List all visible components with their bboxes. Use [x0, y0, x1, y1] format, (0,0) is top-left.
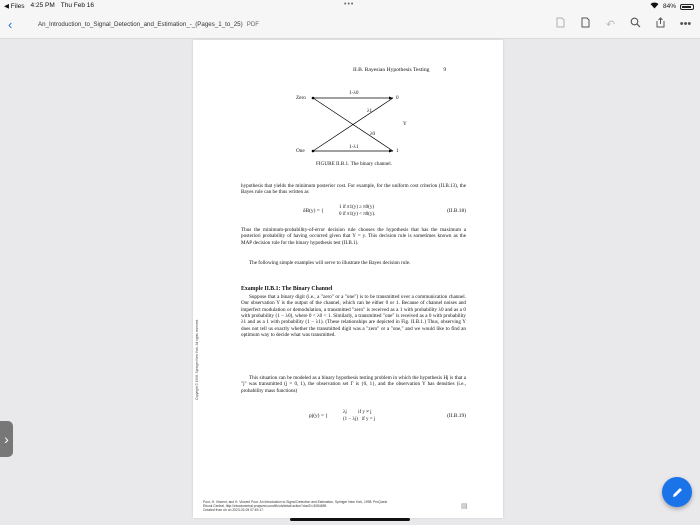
battery-percent: 84%	[662, 3, 676, 10]
binary-channel-figure	[293, 88, 413, 198]
footer-line-3: Created from uh on 2023-02-05 07:49:17.	[203, 508, 264, 512]
back-icon[interactable]: ‹	[8, 17, 13, 32]
figure-label-out1: 1	[396, 148, 399, 154]
page-footer	[203, 500, 387, 512]
eq19-case1: λj if y ≠ j	[343, 410, 372, 415]
eq18-case0: 0 if π1(y) < π0(y).	[339, 212, 376, 217]
markup-pencil-button[interactable]	[662, 477, 692, 507]
paragraph-5: This situation can be modeled as a binary hypothesis testing problem in which the hypothesis Hj is that a "j" was transmitted (j = 0, 1), the observation set Γ is {0, 1}, and the observation Y has densities (i.e., probability mass functions)	[241, 375, 466, 394]
more-icon[interactable]: •••	[679, 18, 692, 30]
eq19-number: (II.B.19)	[447, 413, 466, 419]
equation-18	[241, 205, 466, 221]
equation-19	[241, 410, 466, 426]
pdf-page	[193, 40, 503, 518]
document-title-text: An_Introduction_to_Signal_Detection_and_Estimation_-_(Pages_1_to_25)	[38, 21, 243, 28]
eq19-lhs: pj(y) = {	[309, 413, 328, 419]
footer-line-2: Ebook Central, http://ebookcentral.proquest.com/lib/uh/detail.action?docID=3084659.	[203, 504, 328, 508]
file-type-badge: PDF	[246, 21, 260, 28]
page-number: 9	[443, 67, 447, 73]
eq19-case0: (1 − λj) if y = j	[343, 417, 376, 422]
paragraph-1: hypothesis that yields the minimum posterior cost. For example, for the uniform cost criterion (II.B.13), the Bayes rule can be thus written as	[241, 183, 466, 196]
undo-icon[interactable]: ↶	[605, 18, 616, 31]
multitask-dots[interactable]: •••	[344, 1, 355, 8]
side-copyright: Copyright © 1998. Springer New York. All rights reserved.	[195, 318, 199, 400]
footer-line-1: Poor, H. Vincent, and H. Vincent Poor. An Introduction to Signal Detection and Estimation, Springer New York, 1998. ProQuest	[203, 500, 388, 504]
status-bar	[0, 0, 700, 12]
paragraph-3: The following simple examples will serve to illustrate the Bayes decision rule.	[249, 260, 411, 266]
eq18-case1: 1 if π1(y) ≥ π0(y)	[339, 205, 375, 210]
reader-icon[interactable]	[554, 17, 567, 31]
paragraph-2: Thus the minimum-probability-of-error decision rule chooses the hypothesis that has the maximum a posteriori probability of having occurred given that Y = y. This decision rule is sometimes known as the MAP decision rule for the binary hypothesis test (II.B.1).	[241, 227, 466, 246]
figure-caption: FIGURE II.B.1. The binary channel.	[316, 161, 392, 167]
share-icon[interactable]	[654, 17, 667, 31]
sidebar-toggle-tab[interactable]: ›	[0, 421, 13, 457]
paragraph-4: Suppose that a binary digit (i.e., a "zero" or a "one") is to be transmitted over a communication channel. Our observation Y is the output of the channel, which can be either 0 or 1. Because of channel noises and imperfect modulation or demodulation, a transmitted "zero" is received as a 1 with probability λ0 and as a 0 with probability (1 − λ0), where 0 < λ0 < 1. Similarly, a transmitted "one" is received as a 0 with probability λ1 and as a 1 with probability (1 − λ1). (These relationships are depicted in Fig. II.B.1.) Thus, observing Y does not tell us exactly whether the transmitted digit was a "zero" or a "one," and we would like to find an optimum way to decide what was transmitted.	[241, 294, 466, 339]
back-to-files-link[interactable]: ◀ Files	[4, 3, 25, 10]
pencil-icon	[671, 486, 684, 499]
document-title	[38, 21, 259, 28]
running-head	[353, 67, 446, 73]
status-time: 4:25 PM	[30, 2, 55, 9]
figure-label-out0: 0	[396, 95, 399, 101]
figure-label-one: One	[296, 148, 305, 154]
status-date: Thu Feb 16	[60, 2, 94, 9]
eq18-lhs: δB(y) = {	[303, 208, 324, 214]
figure-label-bottom: 1-λ1	[349, 144, 359, 150]
document-toolbar	[0, 12, 700, 39]
example-heading: Example II.B.1: The Binary Channel	[241, 286, 333, 292]
page-icon[interactable]	[579, 17, 592, 31]
figure-label-lambda0: λ0	[370, 131, 376, 137]
figure-label-y: Y	[403, 121, 407, 127]
page-badge-icon: ▤	[461, 502, 468, 510]
figure-label-top: 1-λ0	[349, 90, 359, 96]
figure-label-zero: Zero	[296, 95, 306, 101]
home-indicator[interactable]	[290, 518, 410, 521]
figure-label-lambda1: λ1	[367, 108, 373, 114]
battery-icon	[680, 4, 694, 10]
eq18-number: (II.B.18)	[447, 208, 466, 214]
running-head-text: II.B. Bayesian Hypothesis Testing	[353, 67, 430, 73]
search-icon[interactable]	[629, 17, 642, 31]
wifi-icon	[650, 2, 659, 11]
